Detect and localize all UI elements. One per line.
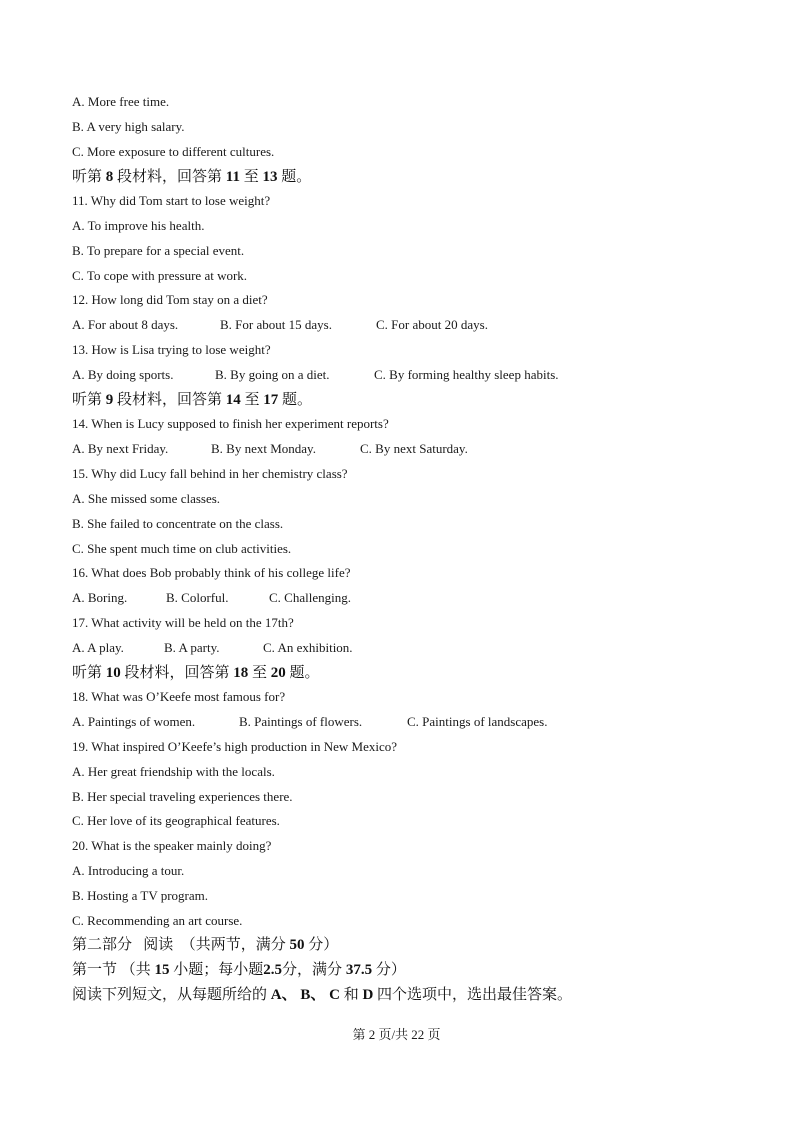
option-b: B. To prepare for a special event. — [72, 243, 245, 258]
reading-instruction: 阅读下列短文，从每题所给的 A、 B、 C 和 D 四个选项中，选出最佳答案。 — [72, 987, 573, 1003]
option-b: B. By going on a diet. — [215, 367, 330, 382]
option-c: C. She spent much time on club activities. — [72, 541, 292, 556]
option-c: C. An exhibition. — [263, 640, 353, 655]
option-a: A. Boring. — [72, 590, 128, 605]
question-20: 20. What is the speaker mainly doing? — [72, 838, 272, 853]
option-c: C. By next Saturday. — [360, 441, 468, 456]
option-a: A. For about 8 days. — [72, 317, 179, 332]
section-1-heading: 第一节 （共 15 小题；每小题2.5分，满分 37.5 分） — [72, 962, 406, 978]
option-b: B. Paintings of flowers. — [239, 714, 363, 729]
section-8-heading: 听第 8 段材料，回答第 11 至 13 题。 — [72, 169, 312, 185]
option-b: B. She failed to concentrate on the class. — [72, 516, 284, 531]
question-17: 17. What activity will be held on the 17th? — [72, 615, 294, 630]
question-15: 15. Why did Lucy fall behind in her chemistry class? — [72, 466, 348, 481]
option-c: C. Challenging. — [269, 590, 351, 605]
section-9-heading: 听第 9 段材料，回答第 14 至 17 题。 — [72, 392, 313, 408]
option-b: B. Colorful. — [166, 590, 229, 605]
option-a: A. By doing sports. — [72, 367, 174, 382]
option-c: C. Paintings of landscapes. — [407, 714, 548, 729]
question-12: 12. How long did Tom stay on a diet? — [72, 292, 268, 307]
question-14: 14. When is Lucy supposed to finish her experiment reports? — [72, 416, 389, 431]
option-a: A. A play. — [72, 640, 124, 655]
section-10-heading: 听第 10 段材料，回答第 18 至 20 题。 — [72, 665, 320, 681]
question-18: 18. What was O’Keefe most famous for? — [72, 689, 286, 704]
option-b: B. Hosting a TV program. — [72, 888, 209, 903]
question-13: 13. How is Lisa trying to lose weight? — [72, 342, 271, 357]
option-a: A. By next Friday. — [72, 441, 169, 456]
option-c: C. More exposure to different cultures. — [72, 144, 275, 159]
option-b: B. A party. — [164, 640, 220, 655]
option-b: B. Her special traveling experiences there. — [72, 789, 293, 804]
page-number: 第 2 页/共 22 页 — [352, 1027, 441, 1042]
option-b: B. By next Monday. — [211, 441, 316, 456]
option-c: C. By forming healthy sleep habits. — [374, 367, 559, 382]
part-2-heading: 第二部分 阅读 （共两节，满分 50 分） — [72, 937, 339, 953]
question-19: 19. What inspired O’Keefe’s high production in New Mexico? — [72, 739, 398, 754]
option-c: C. To cope with pressure at work. — [72, 268, 248, 283]
option-c: C. Her love of its geographical features. — [72, 813, 280, 828]
option-a: A. Her great friendship with the locals. — [72, 764, 275, 779]
option-a: A. Introducing a tour. — [72, 863, 185, 878]
option-b: B. For about 15 days. — [220, 317, 332, 332]
option-a: A. More free time. — [72, 94, 170, 109]
option-a: A. Paintings of women. — [72, 714, 196, 729]
question-16: 16. What does Bob probably think of his college life? — [72, 565, 351, 580]
option-a: A. She missed some classes. — [72, 491, 221, 506]
option-a: A. To improve his health. — [72, 218, 205, 233]
option-c: C. For about 20 days. — [376, 317, 488, 332]
option-c: C. Recommending an art course. — [72, 913, 243, 928]
question-11: 11. Why did Tom start to lose weight? — [72, 193, 271, 208]
option-b: B. A very high salary. — [72, 119, 185, 134]
